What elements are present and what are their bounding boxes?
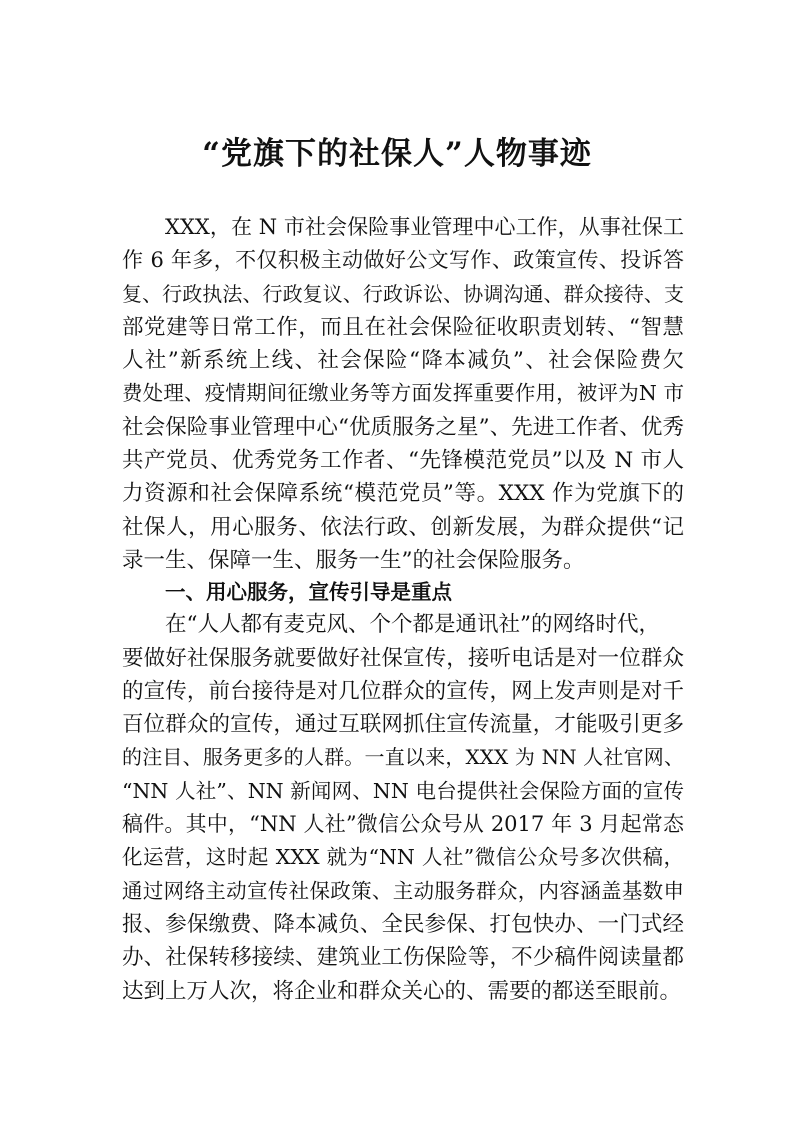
paragraph-line: 费处理、疫情期间征缴业务等方面发挥重要作用，被评为N 市 [122,381,684,406]
paragraph-line: 作 6 年多，不仅积极主动做好公文写作、政策宣传、投诉答 [122,248,684,273]
paragraph-line: 通过网络主动宣传社保政策、主动服务群众，内容涵盖基数申 [122,878,684,903]
paragraph-line: 的注目、服务更多的人群。一直以来，XXX 为 NN 人社官网、 [122,745,684,770]
section-heading: 一、用心服务，宣传引导是重点 [165,580,452,605]
paragraph-line: 部党建等日常工作，而且在社会保险征收职责划转、“智慧 [122,314,684,340]
paragraph-line: 人社”新系统上线、社会保险“降本减负”、社会保险费欠 [122,348,684,374]
paragraph-line: 录一生、保障一生、服务一生”的社会保险服务。 [122,547,585,573]
document-body [122,211,684,1008]
paragraph-line: 复、行政执法、行政复议、行政诉讼、协调沟通、群众接待、支 [122,281,684,306]
paragraph-line: 报、参保缴费、降本减负、全民参保、打包快办、一门式经 [122,911,684,937]
paragraph-line: 社会保险事业管理中心“优质服务之星”、先进工作者、优秀 [122,414,684,440]
paragraph-line: 社保人，用心服务、依法行政、创新发展，为群众提供“记 [122,514,684,540]
paragraph-line: XXX，在 N 市社会保险事业管理中心工作，从事社保工 [165,215,684,239]
paragraph-line: 百位群众的宣传，通过互联网抓住宣传流量，才能吸引更多 [122,712,684,738]
paragraph-line: 化运营，这时起 XXX 就为“NN 人社”微信公众号多次供稿， [122,845,684,870]
paragraph-line: 达到上万人次，将企业和群众关心的、需要的都送至眼前。 [122,978,682,1004]
document-title: “党旗下的社保人”人物事迹 [202,136,592,172]
paragraph-line: 共产党员、优秀党务工作者、“先锋模范党员”以及 N 市人 [122,448,684,474]
paragraph-line: 要做好社保服务就要做好社保宣传，接听电话是对一位群众 [122,645,684,671]
paragraph-line: 稿件。其中，“NN 人社”微信公众号从 2017 年 3 月起常态 [122,812,684,837]
paragraph-line: 力资源和社会保障系统“模范党员”等。XXX 作为党旗下的 [122,481,684,507]
paragraph-line: “NN 人社”、NN 新闻网、NN 电台提供社会保险方面的宣传 [122,778,684,803]
paragraph-line: 在“人人都有麦克风、个个都是通讯社”的网络时代， [165,612,660,638]
paragraph-line: 办、社保转移接续、建筑业工伤保险等，不少稿件阅读量都 [122,945,684,971]
paragraph-line: 的宣传，前台接待是对几位群众的宣传，网上发声则是对千 [122,678,684,704]
